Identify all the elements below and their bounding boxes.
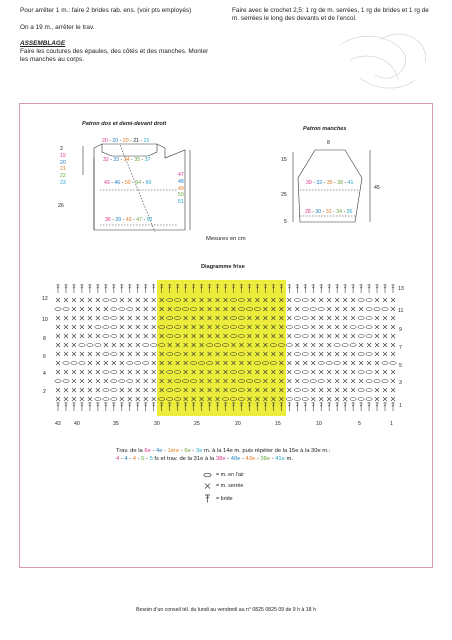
assemblage-title: ASSEMBLAGE bbox=[20, 40, 66, 47]
assemblage-text: Faire les coutures des épaules, des côtés et des manches. Monter les manches au corps. bbox=[20, 48, 209, 64]
sleeve-bot-s2: 30 bbox=[315, 209, 322, 215]
col-label-5: 5 bbox=[358, 421, 361, 427]
sleeve-bottom-sizes: 28 - 30 - 32 - 34 - 36 bbox=[305, 209, 353, 215]
back-left-n2: 20 bbox=[60, 159, 66, 166]
sleeve-middle-sizes: 30 - 32 - 35 - 38 - 41 bbox=[306, 180, 354, 186]
col-label-30: 30 bbox=[154, 421, 160, 427]
sleeve-bot-s3: 32 bbox=[325, 209, 332, 215]
sleeve-left-25: 25 bbox=[281, 192, 287, 198]
sleeve-bot-s1: 28 bbox=[305, 209, 311, 215]
pattern-back-title: Patron dos et demi-devant droit bbox=[82, 121, 167, 127]
back-chest-s1: 32 bbox=[103, 157, 109, 163]
single-crochet-icon bbox=[203, 483, 212, 489]
intro-left-para1: Pour arrêter 1 m.: faire 2 brides rab. ens. (voir pts employés) bbox=[20, 7, 192, 14]
instr2-s5: 5 bbox=[149, 456, 153, 462]
col-label-40: 40 bbox=[74, 421, 80, 427]
legend-chain bbox=[203, 472, 244, 478]
back-left-n0: 2 bbox=[60, 146, 63, 152]
col-label-20: 20 bbox=[235, 421, 241, 427]
sleeve-top: 8 bbox=[327, 140, 330, 146]
instr2-t3: 43e bbox=[245, 456, 256, 462]
legend-chain-text: = m. en l’air bbox=[216, 472, 245, 478]
col-label-43: 43 bbox=[55, 421, 61, 427]
double-crochet-icon bbox=[203, 494, 212, 503]
back-bottom-s2: 39 bbox=[115, 217, 122, 223]
row-label-10: 10 bbox=[42, 317, 48, 323]
instr2-suffix: m. bbox=[286, 456, 293, 462]
intro-right-para: Faire avec le crochet 2,5: 1 rg de m. serrées, 1 rg de brides et 1 rg de m. serrées le long des devants et de l’encol. bbox=[232, 7, 429, 23]
back-waist-s2: 46 bbox=[114, 180, 121, 186]
instr2-mid: fs et trav. de la 31e à la bbox=[154, 456, 215, 462]
back-left-n3: 21 bbox=[60, 166, 66, 173]
back-top-s1: 20 bbox=[102, 138, 108, 144]
diagram-title: Diagramme frise bbox=[201, 264, 245, 270]
col-label-15: 15 bbox=[275, 421, 281, 427]
sleeve-mid-s4: 38 bbox=[337, 180, 343, 186]
back-chest-s3: 34 bbox=[123, 157, 130, 163]
row-label-11: 11 bbox=[398, 308, 404, 314]
sleeve-bot-s5: 36 bbox=[346, 209, 353, 215]
instr2-s4: 5 bbox=[141, 456, 145, 462]
back-top-s2: 20 bbox=[112, 138, 119, 144]
sleeve-mid-s5: 41 bbox=[347, 180, 354, 186]
pattern-sleeve-title: Patron manches bbox=[303, 126, 347, 132]
instr1-s2: 4e bbox=[155, 448, 163, 454]
back-bottom-s4: 47 bbox=[136, 217, 142, 223]
back-right-n4: 51 bbox=[178, 199, 184, 206]
back-top-s5: 21 bbox=[143, 138, 150, 144]
row-label-5: 5 bbox=[399, 363, 402, 369]
back-left-n4: 22 bbox=[60, 173, 66, 180]
footer-note: Besoin d’un conseil tél. du lundi au vendredi au n° 0825 0825 09 de 9 h à 18 h bbox=[136, 607, 316, 613]
back-waist-s4: 54 bbox=[135, 180, 141, 186]
instr1-suffix: m. à la 14e m. puis répéter de la 15e à la 30e m.: bbox=[204, 448, 331, 454]
back-right-n1: 48 bbox=[178, 178, 184, 185]
back-bottom-s5: 53 bbox=[146, 217, 153, 223]
measure-note: Mesures en cm bbox=[206, 236, 246, 242]
instr2-t1: 38e bbox=[215, 456, 226, 462]
instr2-s1: 4 bbox=[116, 456, 120, 462]
row-label-7: 7 bbox=[399, 345, 402, 351]
row-label-12: 12 bbox=[42, 296, 48, 302]
instr2-s3: 4 bbox=[132, 456, 137, 462]
instr1-s5: 3e bbox=[195, 448, 203, 454]
sleeve-mid-s1: 30 bbox=[306, 180, 312, 186]
back-chest-s5: 37 bbox=[144, 157, 151, 163]
sleeve-left-15: 15 bbox=[281, 157, 287, 163]
row-label-6: 6 bbox=[43, 354, 46, 360]
instr2-t2: 40e bbox=[230, 456, 241, 462]
back-right-n3: 50 bbox=[178, 192, 184, 199]
highlight-band bbox=[157, 280, 286, 416]
col-label-10: 10 bbox=[316, 421, 322, 427]
sleeve-left-5: 5 bbox=[284, 219, 287, 225]
sleeve-mid-s3: 35 bbox=[326, 180, 333, 186]
col-label-25: 25 bbox=[194, 421, 200, 427]
back-bottom-s1: 36 bbox=[105, 217, 111, 223]
instr1-s1: 6e bbox=[144, 448, 151, 454]
instr2-t5: 41e bbox=[275, 456, 285, 462]
row-label-3: 3 bbox=[399, 380, 402, 386]
instr2-s2: 4 bbox=[124, 456, 128, 462]
back-chest-s2: 33 bbox=[113, 157, 120, 163]
back-waist-s1: 43 bbox=[104, 180, 110, 186]
back-left-n1: 19 bbox=[60, 152, 66, 159]
instr1-s3: 1ère bbox=[167, 448, 180, 454]
legend-dagger-text: = bride bbox=[216, 495, 233, 502]
chain-stitch-icon bbox=[203, 472, 212, 478]
legend-dagger bbox=[203, 494, 233, 503]
back-waist-sizes: 43 - 46 - 50 - 54 - 60 bbox=[104, 180, 152, 186]
legend-cross-text: = m. serrée bbox=[216, 483, 244, 489]
back-bottom-s3: 43 bbox=[125, 217, 132, 223]
legend-cross bbox=[203, 483, 243, 489]
row-label-1: 1 bbox=[399, 403, 402, 409]
row-label-13: 13 bbox=[398, 286, 404, 292]
back-left-bottom: 26 bbox=[58, 203, 64, 209]
back-right-n2: 49 bbox=[178, 185, 184, 192]
sleeve-mid-s2: 32 bbox=[316, 180, 323, 186]
col-label-35: 35 bbox=[113, 421, 119, 427]
back-chest-sizes: 32 - 33 - 34 - 35 - 37 bbox=[103, 157, 151, 163]
instructions-line1: Trav. de la 6e - 4e - 1ère - 6e - 3e m. à la 14e m. puis répéter de la 15e à la 30e m.: bbox=[116, 448, 331, 454]
intro-left-para2: On a 19 m., arrêter le trav. bbox=[20, 24, 95, 31]
sleeve-right-45: 45 bbox=[374, 185, 380, 191]
instructions-line2: 4 - 4 - 4 - 5 - 5 fs et trav. de la 31e à la 38e - 40e - 43e - 38e - 41e m. bbox=[116, 456, 293, 462]
back-top-s4: 21 bbox=[133, 138, 139, 144]
row-label-9: 9 bbox=[399, 327, 402, 333]
row-label-2: 2 bbox=[43, 389, 46, 395]
back-chest-s4: 35 bbox=[134, 157, 140, 163]
back-top-s3: 20 bbox=[122, 138, 129, 144]
back-waist-s3: 50 bbox=[124, 180, 131, 186]
back-bottom-sizes: 36 - 39 - 43 - 47 - 53 bbox=[105, 217, 153, 223]
instr1-s4: 6e bbox=[184, 448, 191, 454]
instr1-prefix: Trav. de la bbox=[116, 448, 143, 454]
instr2-t4: 38e bbox=[260, 456, 271, 462]
back-left-n5: 23 bbox=[60, 179, 66, 186]
back-waist-s5: 60 bbox=[145, 180, 152, 186]
col-label-1: 1 bbox=[390, 421, 393, 427]
back-right-n0: 47 bbox=[178, 172, 184, 178]
back-top-sizes: 20 - 20 - 20 - 21 - 21 bbox=[102, 138, 150, 144]
row-label-8: 8 bbox=[43, 336, 46, 342]
sleeve-bot-s4: 34 bbox=[336, 209, 342, 215]
row-label-4: 4 bbox=[43, 371, 46, 377]
